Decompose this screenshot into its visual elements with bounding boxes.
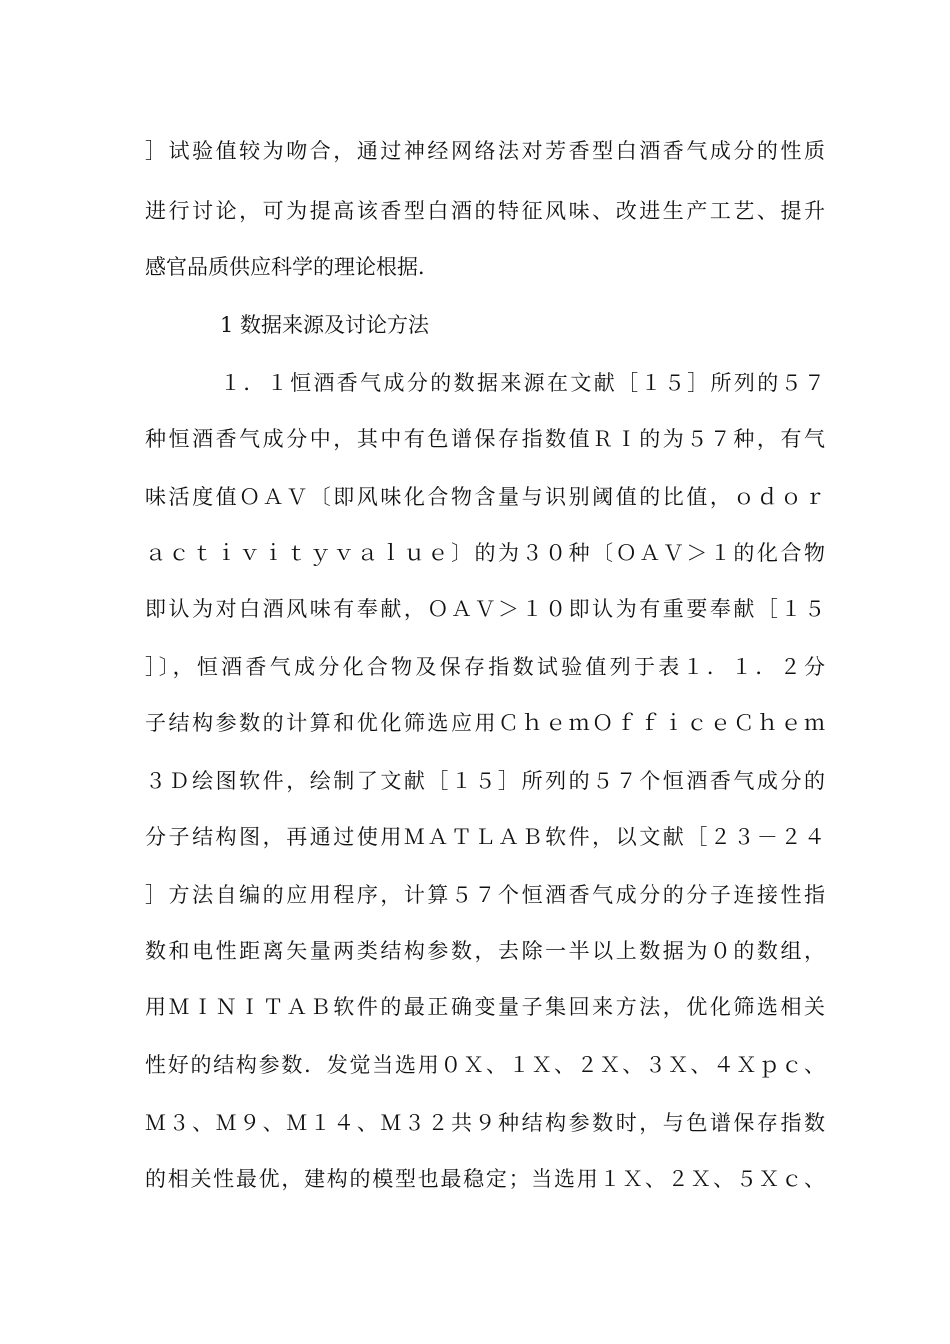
paragraph-line: 子结构参数的计算和优化筛选应用ＣｈｅｍＯｆｆｉｃｅＣｈｅｍ <box>145 711 825 735</box>
paragraph-line: ］方法自编的应用程序，计算５７个恒酒香气成分的分子连接性指 <box>145 883 825 907</box>
section-heading: 1 数据来源及讨论方法 <box>220 313 430 337</box>
paragraph-line: 种恒酒香气成分中，其中有色谱保存指数值ＲＩ的为５７种，有气 <box>145 427 825 451</box>
paragraph-line: 分子结构图，再通过使用ＭＡＴＬＡＢ软件，以文献［２３－２４ <box>145 825 825 849</box>
paragraph-line: ａｃｔｉｖｉｔｙｖａｌｕｅ〕的为３０种〔ＯＡＶ＞１的化合物 <box>145 541 825 565</box>
paragraph-line: ３Ｄ绘图软件，绘制了文献［１５］所列的５７个恒酒香气成分的 <box>145 769 825 793</box>
paragraph-line: 进行讨论，可为提高该香型白酒的特征风味、改进生产工艺、提升 <box>145 199 825 223</box>
paragraph-line: ］试验值较为吻合，通过神经网络法对芳香型白酒香气成分的性质 <box>145 139 825 163</box>
paragraph-line: 味活度值ＯＡＶ〔即风味化合物含量与识别阈值的比值，ｏｄｏｒ <box>145 485 825 509</box>
paragraph-line: 用ＭＩＮＩＴＡＢ软件的最正确变量子集回来方法，优化筛选相关 <box>145 995 825 1019</box>
paragraph-line: 即认为对白酒风味有奉献，ＯＡＶ＞１０即认为有重要奉献［１５ <box>145 597 825 621</box>
paragraph-line: 性好的结构参数．发觉当选用０Ｘ、１Ｘ、２Ｘ、３Ｘ、４Ｘｐｃ、 <box>145 1053 825 1077</box>
paragraph-line: 数和电性距离矢量两类结构参数，去除一半以上数据为０的数组， <box>145 939 825 963</box>
paragraph-line: ］〕，恒酒香气成分化合物及保存指数试验值列于表１．１．２分 <box>145 655 825 679</box>
paragraph-line: 的相关性最优，建构的模型也最稳定；当选用１Ｘ、２Ｘ、５Ｘｃ、 <box>145 1167 825 1191</box>
paragraph-line: 感官品质供应科学的理论根据． <box>145 255 439 279</box>
paragraph-line: １．１恒酒香气成分的数据来源在文献［１５］所列的５７ <box>220 371 825 395</box>
paragraph-line: Ｍ３、Ｍ９、Ｍ１４、Ｍ３２共９种结构参数时，与色谱保存指数 <box>145 1111 825 1135</box>
